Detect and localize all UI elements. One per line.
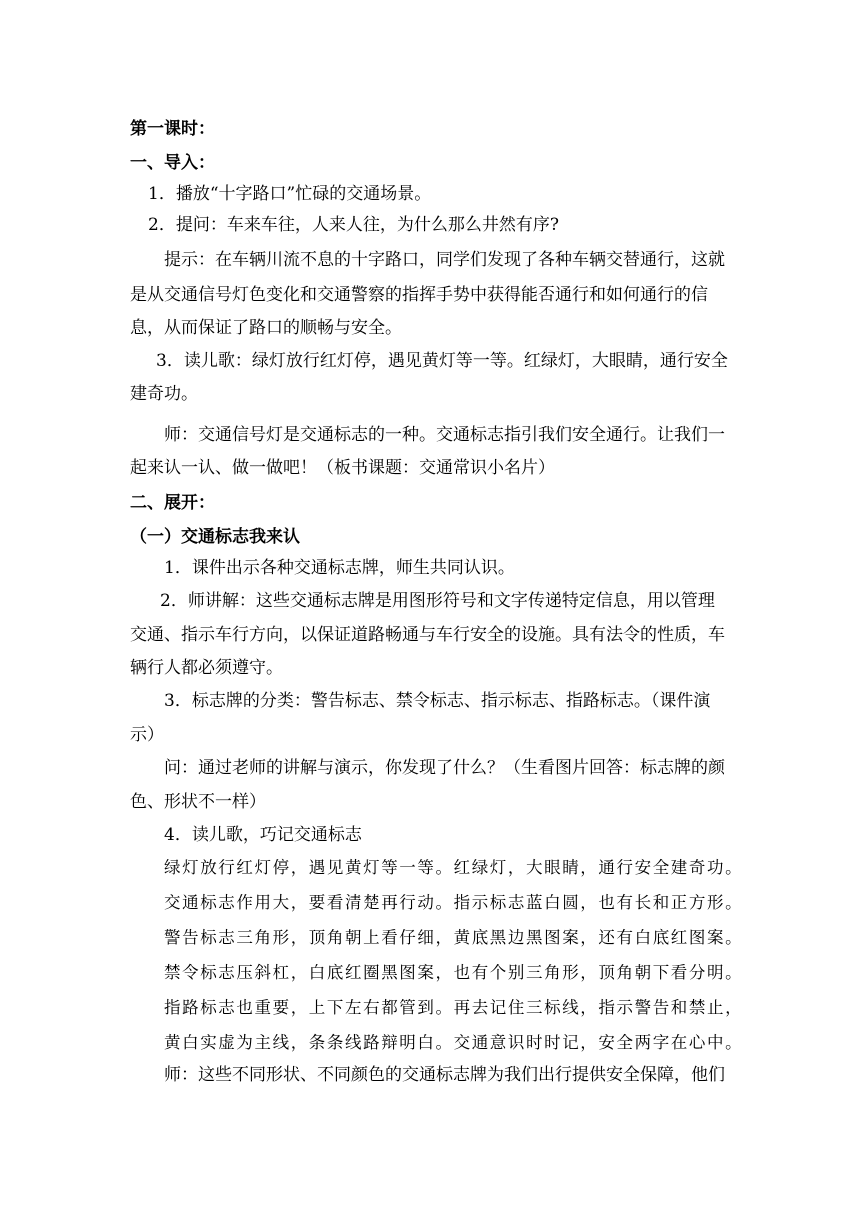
rhyme-line-4: 禁令标志压斜杠，白底红圈黑图案，也有个别三角形，顶角朝下看分明。 [164, 963, 744, 982]
question-line-2: 色、形状不一样） [130, 792, 266, 812]
rhyme-line-3: 警告标志三角形，顶角朝上看仔细，黄底黑边黑图案，还有白底红图案。 [164, 928, 744, 947]
expand-item-3-line-1: 3．标志牌的分类：警告标志、禁令标志、指示标志、指路标志。（课件演 [164, 691, 711, 711]
expand-item-2-line-1: 2．师讲解：这些交通标志牌是用图形符号和文字传递特定信息，用以管理 [160, 591, 715, 611]
expand-item-4: 4．读儿歌，巧记交通标志 [164, 825, 362, 845]
teacher-line-1: 师：交通信号灯是交通标志的一种。交通标志指引我们安全通行。让我们一 [164, 425, 725, 445]
intro-item-3-line-2: 建奇功。 [130, 384, 198, 404]
intro-item-3-line-1: 3．读儿歌：绿灯放行红灯停，遇见黄灯等一等。红绿灯，大眼睛，通行安全 [156, 351, 728, 371]
rhyme-line-2: 交通标志作用大，要看清楚再行动。指示标志蓝白圆，也有长和正方形。 [164, 893, 744, 912]
rhyme-line-6: 黄白实虚为主线，条条线路辩明白。交通意识时时记，安全两字在心中。 [164, 1033, 744, 1052]
rhyme-line-5: 指路标志也重要，上下左右都管到。再去记住三标线，指示警告和禁止， [164, 998, 744, 1017]
expand-item-3-line-2: 示） [130, 725, 164, 745]
hint-line-1: 提示：在车辆川流不息的十字路口，同学们发现了各种车辆交替通行，这就 [164, 250, 725, 270]
section-heading-intro: 一、导入： [130, 153, 215, 173]
expand-item-1: 1．课件出示各种交通标志牌，师生共同认识。 [164, 558, 515, 578]
intro-item-2: 2．提问：车来车往，人来人往，为什么那么井然有序? [148, 215, 559, 235]
sub-heading-signs: （一）交通标志我来认 [130, 527, 300, 547]
period-title: 第一课时： [130, 119, 215, 139]
hint-line-3: 息，从而保证了路口的顺畅与安全。 [130, 318, 402, 338]
intro-item-1: 1．播放“十字路口”忙碌的交通场景。 [148, 184, 432, 204]
teacher-line-2: 起来认一认、做一做吧！（板书课题：交通常识小名片） [130, 458, 555, 478]
question-line-1: 问：通过老师的讲解与演示，你发现了什么？（生看图片回答：标志牌的颜 [164, 758, 725, 778]
hint-line-2: 是从交通信号灯色变化和交通警察的指挥手势中获得能否通行和如何通行的信 [130, 285, 708, 305]
teacher-last-line: 师：这些不同形状、不同颜色的交通标志牌为我们出行提供安全保障，他们 [164, 1065, 725, 1085]
expand-item-2-line-2: 交通、指示车行方向，以保证道路畅通与车行安全的设施。具有法令的性质，车 [130, 625, 725, 645]
section-heading-expand: 二、展开： [130, 493, 215, 513]
expand-item-2-line-3: 辆行人都必须遵守。 [130, 658, 283, 678]
rhyme-line-1: 绿灯放行红灯停，遇见黄灯等一等。红绿灯，大眼睛，通行安全建奇功。 [164, 858, 744, 877]
